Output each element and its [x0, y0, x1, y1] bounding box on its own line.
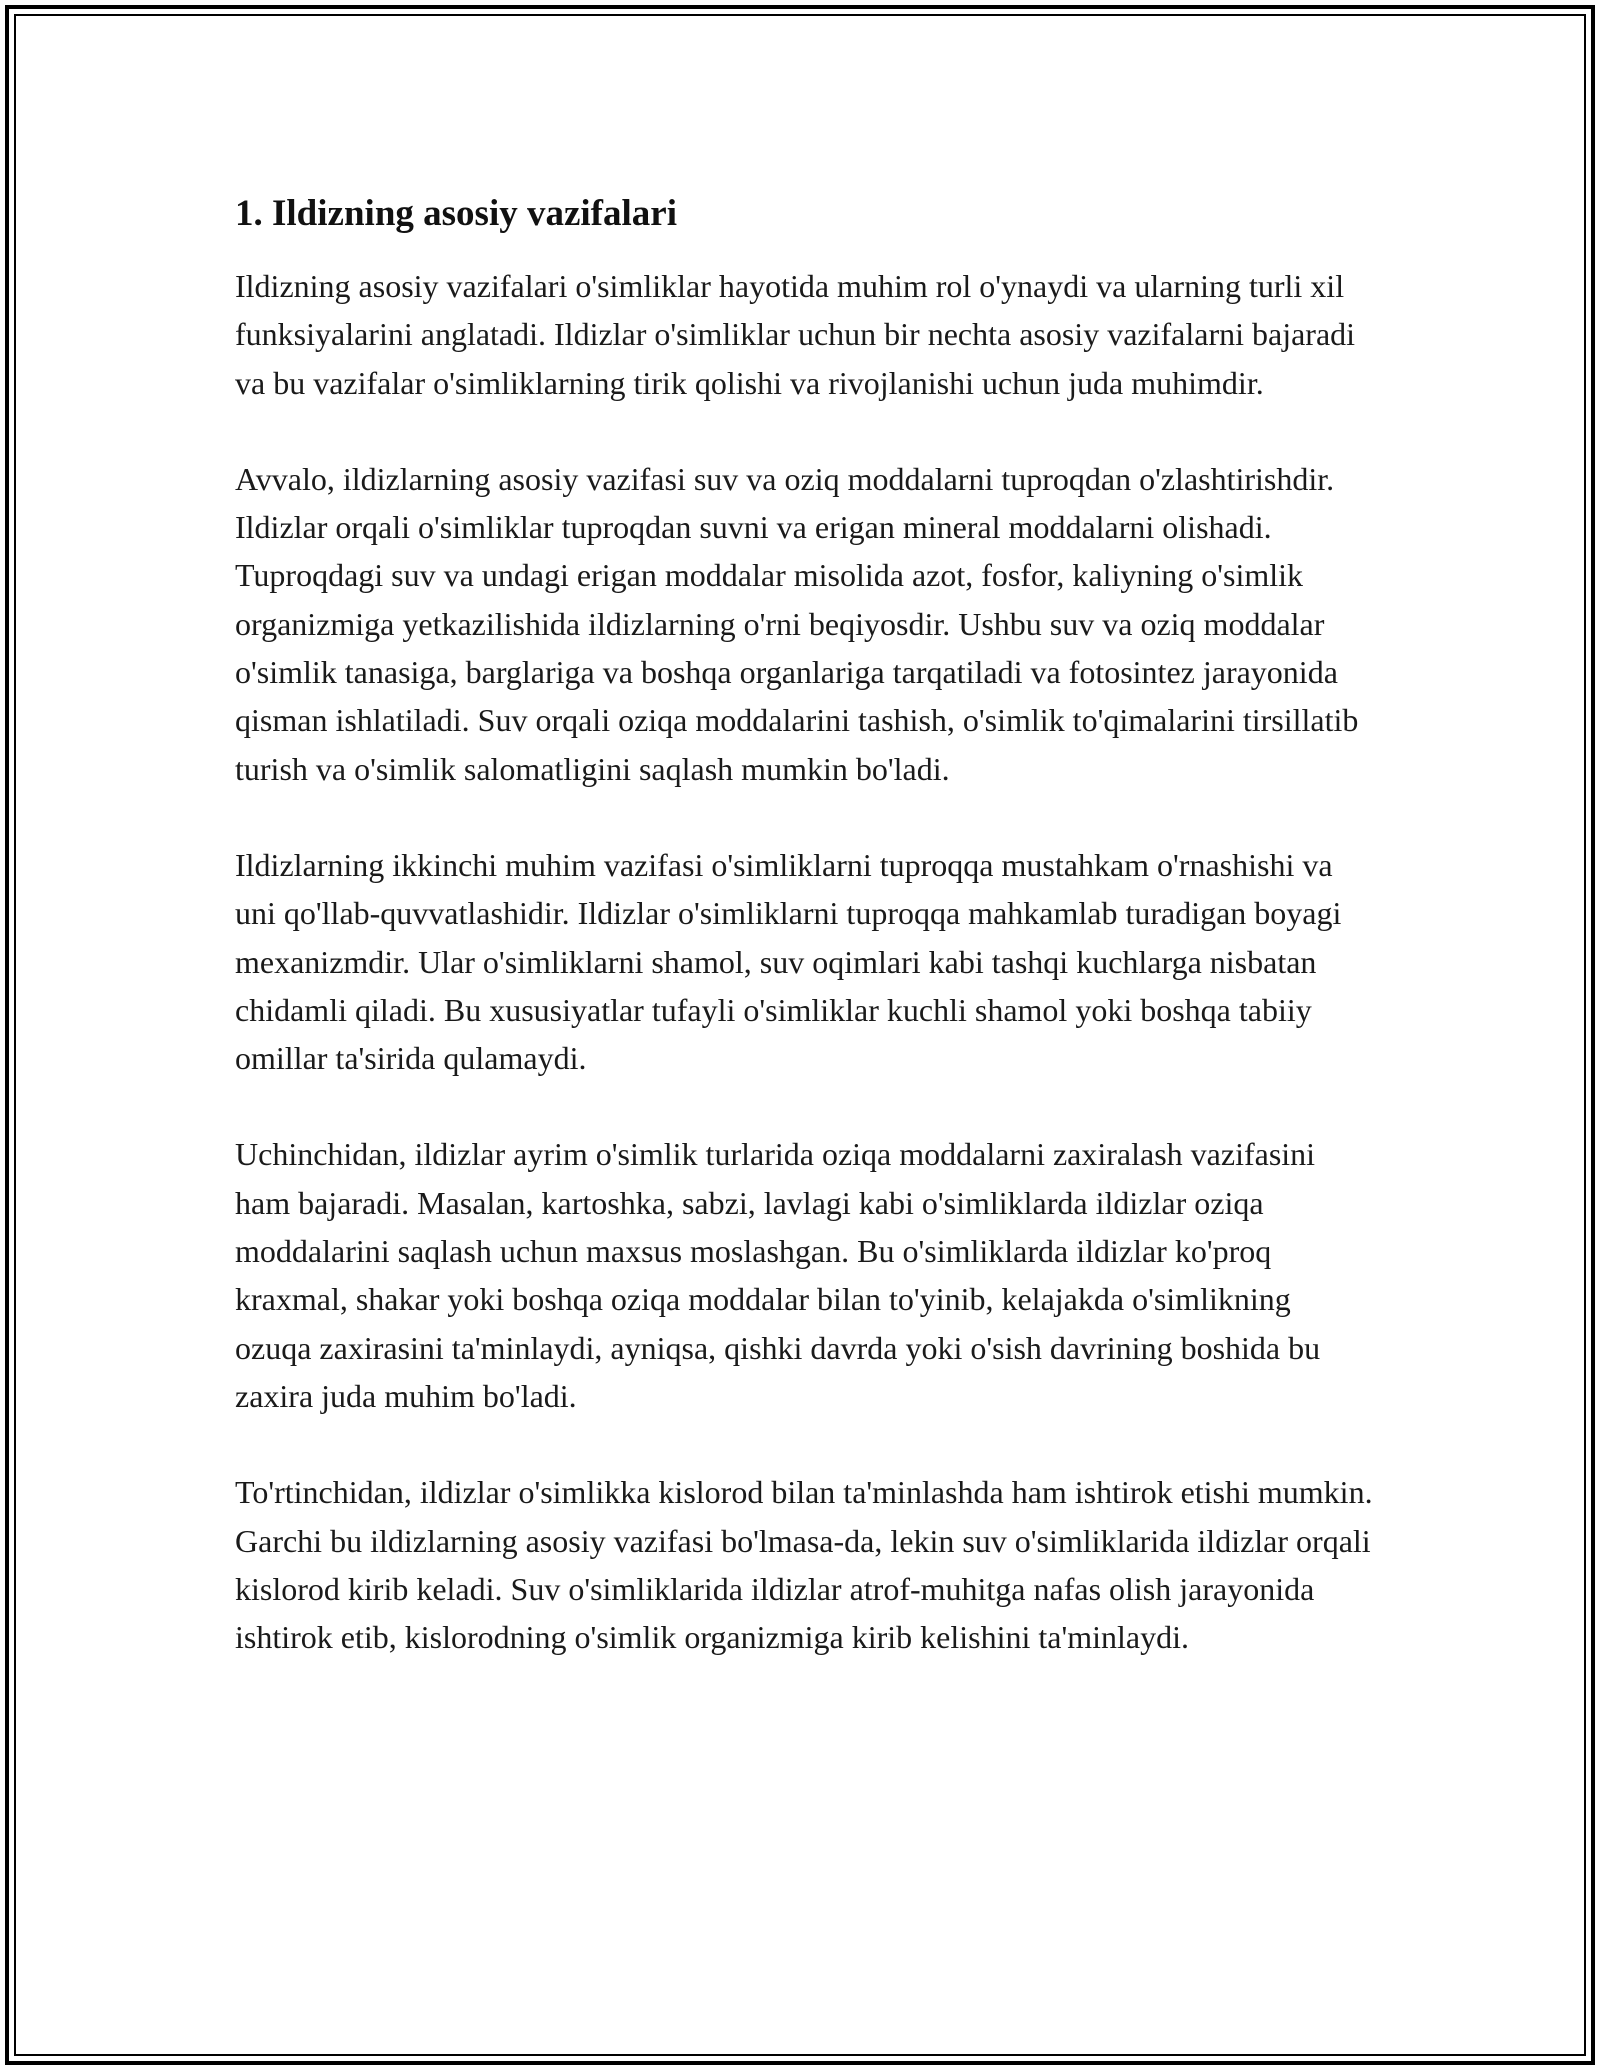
document-body — [235, 188, 1375, 1709]
paragraph-storage: Uchinchidan, ildizlar ayrim o'simlik turlarida oziqa moddalarni zaxiralash vazifasini ham bajaradi. Masalan, kartoshka, sabzi, lavlagi kabi o'simliklarda ildizlar oziqa moddalarini saqlash uchun maxsus moslashgan. Bu o'simliklarda ildizlar ko'proq kraxmal, shakar yoki boshqa oziqa moddalar bilan to'yinib, kelajakda o'simlikning ozuqa zaxirasini ta'minlaydi, ayniqsa, qishki davrda yoki o'sish davrining boshida bu zaxira juda muhim bo'ladi. — [235, 1136, 1321, 1414]
paragraph-anchoring: Ildizlarning ikkinchi muhim vazifasi o'simliklarni tuproqqa mustahkam o'rnashishi va uni qo'llab-quvvatlashidir. Ildizlar o'simliklarni tuproqqa mahkamlab turadigan boyagi mexanizmdir. Ular o'simliklarni shamol, suv oqimlari kabi tashqi kuchlarga nisbatan chidamli qiladi. Bu xususiyatlar tufayli o'simliklar kuchli shamol yoki boshqa tabiiy omillar ta'sirida qulamaydi. — [235, 846, 1342, 1077]
paragraph-intro: Ildizning asosiy vazifalari o'simliklar hayotida muhim rol o'ynaydi va ularning turli xil funksiyalarini anglatadi. Ildizlar o'simliklar uchun bir nechta asosiy vazifalarni bajaradi va bu vazifalar o'simliklarning tirik qolishi va rivojlanishi uchun juda muhimdir. — [235, 268, 1356, 401]
paragraph-water-absorption: Avvalo, ildizlarning asosiy vazifasi suv va oziq moddalarni tuproqdan o'zlashtirishdir. Ildizlar orqali o'simliklar tuproqdan suvni va erigan mineral moddalarni olishadi. Tuproqdagi suv va undagi erigan moddalar misolida azot, fosfor, kaliyning o'simlik organizmiga yetkazilishida ildizlarning o'rni beqiyosdir. Ushbu suv va oziq moddalar o'simlik tanasiga, barglariga va boshqa organlariga tarqatiladi va fotosintez jarayonida qisman ishlatiladi. Suv orqali oziqa moddalarini tashish, o'simlik to'qimalarini tirsillatib turish va o'simlik salomatligini saqlash mumkin bo'ladi. — [235, 460, 1359, 787]
paragraph-oxygen: To'rtinchidan, ildizlar o'simlikka kislorod bilan ta'minlashda ham ishtirok etishi mumkin. Garchi bu ildizlarning asosiy vazifasi bo'lmasa-da, lekin suv o'simliklarida ildizlar orqali kislorod kirib keladi. Suv o'simliklarida ildizlar atrof-muhitga nafas olish jarayonida ishtirok etib, kislorodning o'simlik organizmiga kirib kelishini ta'minlaydi. — [235, 1474, 1373, 1656]
section-title: 1. Ildizning asosiy vazifalari — [235, 193, 677, 234]
